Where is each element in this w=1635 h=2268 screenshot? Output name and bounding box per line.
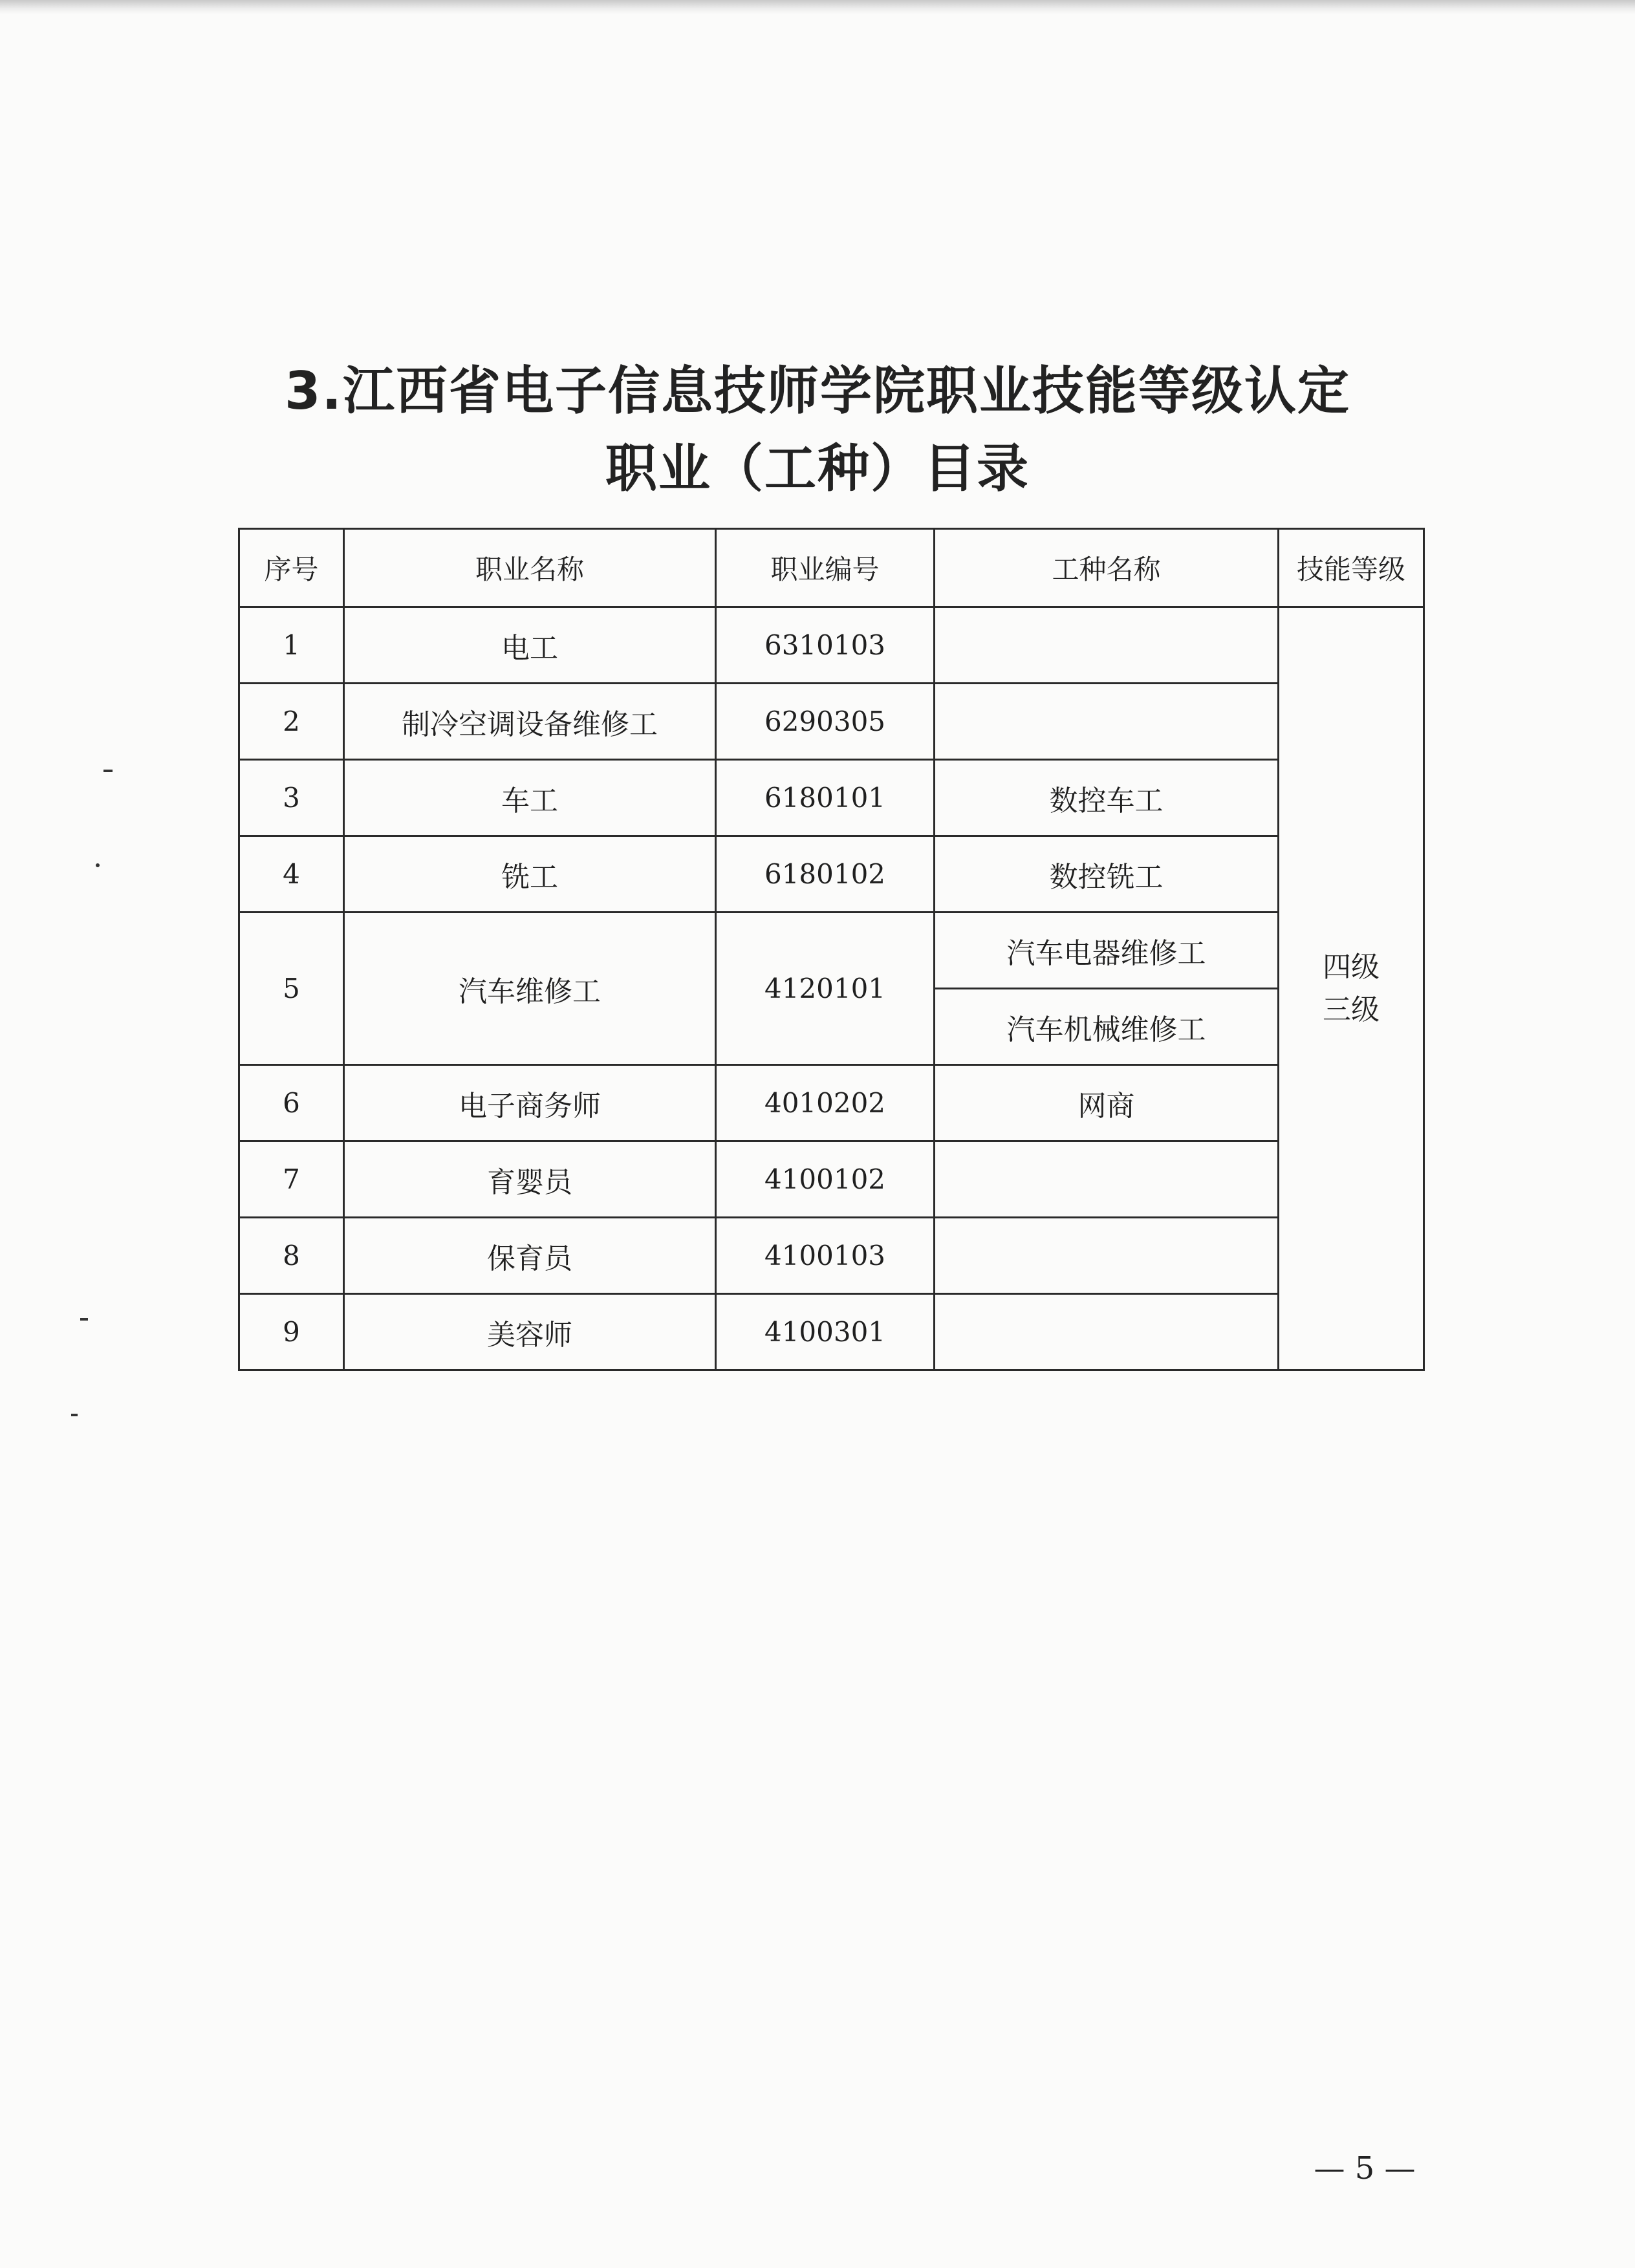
cell-skill-levels [1279, 607, 1424, 1370]
header-work-type: 工种名称 [935, 529, 1279, 607]
table-row [239, 836, 1424, 913]
cell-work-type: 数控铣工 [935, 836, 1279, 913]
cell-code: 4100102 [716, 1141, 935, 1218]
cell-occupation: 车工 [344, 760, 716, 836]
table-header-row [239, 529, 1424, 607]
cell-occupation: 育婴员 [344, 1141, 716, 1218]
cell-work-type: 网商 [935, 1065, 1279, 1141]
table-row [239, 760, 1424, 836]
skill-level-three: 三级 [1323, 993, 1380, 1026]
document-title-line-2: 职业（工种）目录 [605, 438, 1030, 499]
cell-index: 9 [239, 1294, 344, 1370]
cell-index: 8 [239, 1218, 344, 1294]
cell-work-type: 汽车机械维修工 [935, 989, 1279, 1065]
scan-speck [103, 770, 113, 772]
cell-index: 3 [239, 760, 344, 836]
cell-work-type [935, 684, 1279, 760]
cell-work-type [935, 1141, 1279, 1218]
scan-speck [96, 863, 100, 867]
header-index: 序号 [239, 529, 344, 607]
table-row [239, 1218, 1424, 1294]
cell-code: 6180102 [716, 836, 935, 913]
cell-code: 6180101 [716, 760, 935, 836]
table-row [239, 1141, 1424, 1218]
cell-code: 6290305 [716, 684, 935, 760]
cell-occupation: 铣工 [344, 836, 716, 913]
cell-work-type [935, 607, 1279, 684]
cell-code: 4010202 [716, 1065, 935, 1141]
cell-occupation: 汽车维修工 [344, 913, 716, 1065]
cell-index: 6 [239, 1065, 344, 1141]
scan-speck [80, 1318, 88, 1321]
scan-top-edge [0, 0, 1635, 14]
cell-occupation: 电工 [344, 607, 716, 684]
cell-code: 4100301 [716, 1294, 935, 1370]
cell-occupation: 美容师 [344, 1294, 716, 1370]
header-occupation-name: 职业名称 [344, 529, 716, 607]
table-row [239, 913, 1424, 989]
cell-work-type [935, 1218, 1279, 1294]
header-skill-level: 技能等级 [1279, 529, 1424, 607]
cell-index: 7 [239, 1141, 344, 1218]
cell-code: 6310103 [716, 607, 935, 684]
scan-speck [71, 1414, 78, 1416]
cell-occupation: 制冷空调设备维修工 [344, 684, 716, 760]
occupation-catalog-table [238, 528, 1425, 1371]
table-row [239, 1065, 1424, 1141]
table-row [239, 1294, 1424, 1370]
cell-work-type: 数控车工 [935, 760, 1279, 836]
cell-occupation: 电子商务师 [344, 1065, 716, 1141]
cell-code: 4120101 [716, 913, 935, 1065]
document-title-line-1: 3.江西省电子信息技师学院职业技能等级认定 [284, 361, 1351, 421]
cell-index: 4 [239, 836, 344, 913]
cell-work-type [935, 1294, 1279, 1370]
cell-index: 2 [239, 684, 344, 760]
page-number: — 5 — [1314, 2150, 1416, 2187]
cell-work-type: 汽车电器维修工 [935, 913, 1279, 989]
table-row [239, 684, 1424, 760]
skill-level-four: 四级 [1323, 950, 1380, 984]
cell-index: 1 [239, 607, 344, 684]
cell-index: 5 [239, 913, 344, 1065]
cell-code: 4100103 [716, 1218, 935, 1294]
cell-occupation: 保育员 [344, 1218, 716, 1294]
table-row [239, 607, 1424, 684]
header-occupation-code: 职业编号 [716, 529, 935, 607]
